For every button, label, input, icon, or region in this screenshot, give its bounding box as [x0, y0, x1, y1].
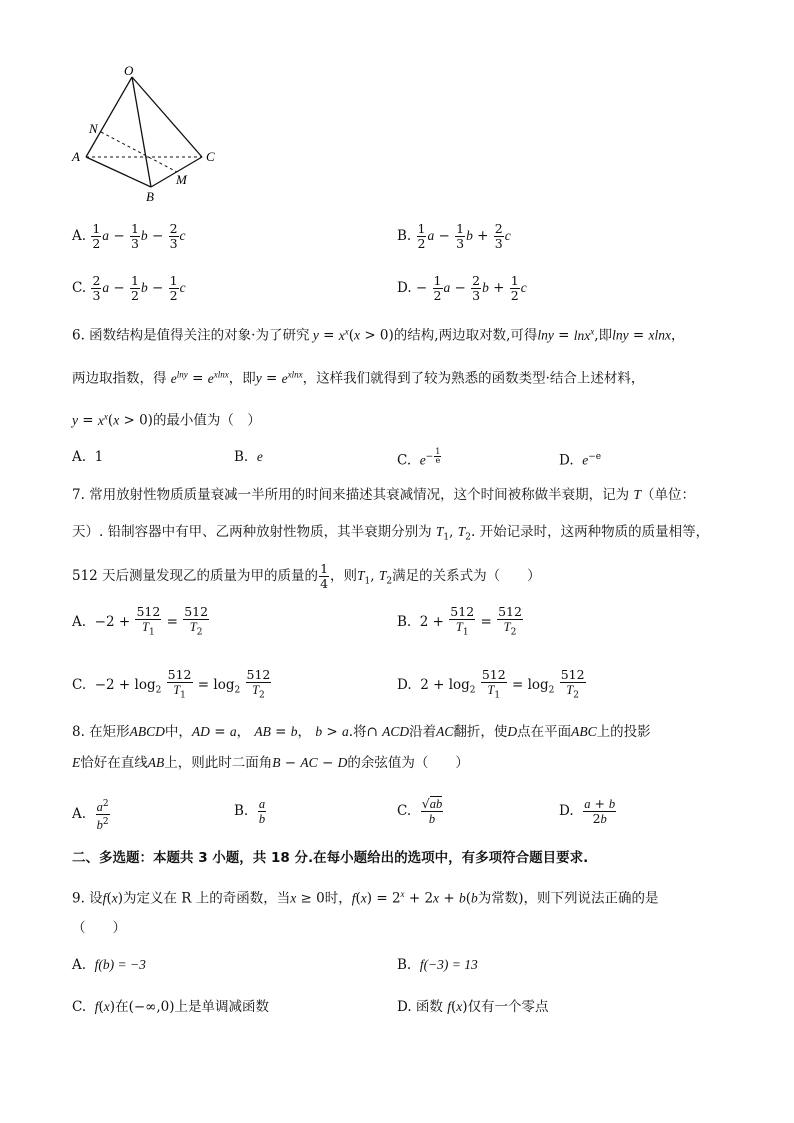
q9-option-b[interactable]: B. f(−3) = 13 — [397, 957, 478, 973]
q6-line-3: $y = x^x(x > 0)$的最小值为（ ） — [72, 411, 261, 429]
q6-option-b[interactable]: B. e — [234, 449, 263, 465]
q5-option-a[interactable]: A. $\frac{1}{2}$ a − $\frac{1}{3}$ b − $\frac{2}{3}$ c — [72, 221, 186, 251]
q5-option-d[interactable]: D. − $\frac{1}{2}$ a − $\frac{2}{3}$ b + $\frac{1}{2}$ c — [397, 273, 527, 303]
label-b: B — [146, 189, 154, 204]
q7-option-c[interactable]: C. $-2 + \log_2$ $\frac{512}{T_1}$ = $\log_2$ $\frac{512}{T_2}$ — [72, 667, 271, 701]
q5-option-b[interactable]: B. $\frac{1}{2}$ a − $\frac{1}{3}$ b + $\frac{2}{3}$ c — [397, 221, 511, 251]
q7-option-b[interactable]: B. 2 + $\frac{512}{T_1}$ = $\frac{512}{T_2}$ — [397, 604, 522, 638]
q6-line-1: 6. 函数结构是值得关注的对象·为了研究 $y = x^x(x > 0)$的结构,两边取对数,可得lny = lnx$^x$,即lny = xlnx， — [72, 326, 685, 344]
q6-option-c[interactable]: C. $e^{- \frac{1}{e}}$ — [397, 447, 441, 469]
q7-option-a[interactable]: A. −2 + $\frac{512}{T_1}$ = $\frac{512}{T_2}$ — [72, 604, 209, 638]
label-a: A — [72, 149, 80, 164]
q9-option-c[interactable]: C. f(x)在(−∞,0)上是单调减函数 — [72, 999, 270, 1015]
label-o: O — [124, 63, 134, 78]
label-m: M — [176, 172, 187, 187]
q7-line-2: 天）. 铅制容器中有甲、乙两种放射性物质，其半衰期分别为 $T_1$, $T_2$. 开始记录时，这两种物质的质量相等， — [72, 524, 710, 543]
q8-option-b[interactable]: B. $\frac{a}{b}$ — [234, 797, 266, 826]
label-n: N — [89, 121, 98, 136]
q9-option-a[interactable]: A. f(b) = −3 — [72, 957, 146, 973]
q8-option-d[interactable]: D. $\frac{a + b}{2b}$ — [559, 796, 616, 826]
q6-line-2: 两边取指数，得 $e^{lny} = e^{xlnx}$，即$y = e^{xlnx}$，这样我们就得到了较为熟悉的函数类型·结合上述材料， — [72, 369, 645, 387]
q7-option-d[interactable]: D. $2 + \log_2$ $\frac{512}{T_1}$ = $\log_2$ $\frac{512}{T_2}$ — [397, 667, 585, 701]
q8-option-c[interactable]: C. $\frac{√ab}{b}$ — [397, 796, 443, 826]
q6-option-a[interactable]: A. 1 — [72, 449, 104, 465]
label-c: C — [206, 149, 215, 164]
q8-option-a[interactable]: A. $\frac{a^2}{b^2}$ — [72, 799, 109, 833]
q8-line-2: E恰好在直线AB上，则此时二面角B − AC − D的余弦值为（ ） — [72, 755, 469, 771]
q9-line-2: （ ） — [72, 920, 126, 936]
q8-line-1: 8. 在矩形ABCD中，AD = a， AB = b， b > a.将∩ ACD沿着AC翻折，使D点在平面ABC上的投影 — [72, 724, 651, 740]
q5-option-c[interactable]: C. $\frac{2}{3}$ a − $\frac{1}{2}$ b − $\frac{1}{2}$ c — [72, 273, 186, 303]
q7-line-3: 512 天后测量发现乙的质量为甲的质量的 $\frac{1}{4}$ ，则$T_1$, $T_2$满足的关系式为（ ） — [72, 561, 541, 591]
q6-option-d[interactable]: D. $e^{-e}$ — [559, 452, 602, 469]
tetrahedron-figure — [60, 60, 230, 210]
section-title-multiple-choice: 二、多选题：本题共 3 小题，共 18 分.在每小题给出的选项中，有多项符合题目要求. — [72, 850, 589, 866]
q7-line-1: 7. 常用放射性物质质量衰减一半所用的时间来描述其衰减情况，这个时间被称做半衰期，记为 T（单位： — [72, 487, 695, 503]
q9-line-1: 9. 设f(x)为定义在 R 上的奇函数，当x ≥ 0时，$f(x) = 2^x + 2x + b(b$为常数)，则下列说法正确的是 — [72, 889, 659, 907]
q9-option-d[interactable]: D. 函数 f(x)仅有一个零点 — [397, 999, 549, 1015]
